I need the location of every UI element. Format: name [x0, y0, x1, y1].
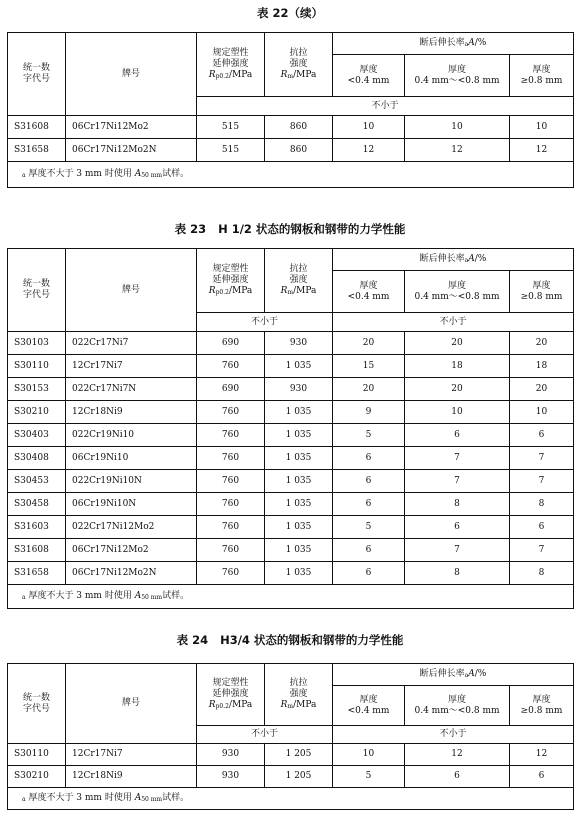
cell-code: S30210 [8, 766, 66, 788]
cell-yield: 515 [197, 116, 265, 139]
min-label: 不小于 [197, 97, 574, 116]
table-row [8, 562, 574, 585]
table-row [8, 401, 574, 424]
cell-grade: 06Cr17Ni12Mo2 [66, 116, 197, 139]
cell-elong-thin: 20 [333, 332, 405, 355]
table-24-footnote: $^a$ 厚度不大于 3 mm 时使用 A50 mm试样。 [8, 788, 574, 810]
cell-tensile: 930 [265, 378, 333, 401]
col-header-thick-2: 厚度 0.4 mm～<0.8 mm [405, 55, 510, 97]
cell-tensile: 1 035 [265, 355, 333, 378]
cell-code: S31658 [8, 562, 66, 585]
col-header-tensile: 抗拉 强度 Rm/MPa [265, 249, 333, 313]
col-header-thick-1: 厚度 <0.4 mm [333, 686, 405, 726]
col-header-thick-3: 厚度 ≥0.8 mm [510, 55, 574, 97]
col-header-tensile: 抗拉 强度 Rm/MPa [265, 664, 333, 726]
col-header-thick-1: 厚度 <0.4 mm [333, 271, 405, 313]
cell-tensile: 1 035 [265, 447, 333, 470]
cell-code: S30110 [8, 744, 66, 766]
cell-tensile: 860 [265, 139, 333, 162]
table-row [8, 116, 574, 139]
cell-elong-thin: 6 [333, 447, 405, 470]
cell-elong-thin: 5 [333, 424, 405, 447]
cell-elong-thick: 20 [510, 378, 574, 401]
cell-elong-thick: 10 [510, 401, 574, 424]
cell-elong-thick: 18 [510, 355, 574, 378]
cell-grade: 06Cr19Ni10N [66, 493, 197, 516]
table-row [8, 424, 574, 447]
cell-elong-mid: 12 [405, 139, 510, 162]
table-22 [7, 32, 574, 188]
cell-yield: 760 [197, 355, 265, 378]
cell-code: S30103 [8, 332, 66, 355]
col-header-elongation: 断后伸长率$^a$A/% [333, 249, 574, 271]
table-row [8, 447, 574, 470]
cell-tensile: 1 035 [265, 470, 333, 493]
cell-yield: 760 [197, 447, 265, 470]
table-row [8, 332, 574, 355]
table-row [8, 139, 574, 162]
table-24-body [8, 744, 574, 788]
table-22-footnote: $^a$ 厚度不大于 3 mm 时使用 A50 mm试样。 [8, 162, 574, 188]
col-header-tensile: 抗拉 强度 Rm/MPa [265, 33, 333, 97]
col-header-thick-3: 厚度 ≥0.8 mm [510, 686, 574, 726]
cell-elong-mid: 8 [405, 562, 510, 585]
min-label-elongation: 不小于 [333, 726, 574, 744]
table-24-caption: 表 24 H3/4 状态的钢板和钢带的力学性能 [176, 633, 404, 647]
cell-elong-thin: 9 [333, 401, 405, 424]
cell-tensile: 1 205 [265, 744, 333, 766]
cell-elong-thin: 12 [333, 139, 405, 162]
table-row [8, 493, 574, 516]
cell-elong-mid: 20 [405, 378, 510, 401]
table-23-body [8, 332, 574, 585]
col-header-grade: 牌号 [66, 664, 197, 744]
table-23 [7, 248, 574, 609]
cell-tensile: 1 205 [265, 766, 333, 788]
cell-code: S30453 [8, 470, 66, 493]
cell-elong-thin: 10 [333, 116, 405, 139]
cell-elong-thick: 12 [510, 139, 574, 162]
cell-elong-thick: 7 [510, 447, 574, 470]
cell-elong-mid: 6 [405, 516, 510, 539]
cell-yield: 515 [197, 139, 265, 162]
cell-yield: 760 [197, 516, 265, 539]
col-header-thick-2: 厚度 0.4 mm～<0.8 mm [405, 686, 510, 726]
cell-code: S30403 [8, 424, 66, 447]
col-header-thick-3: 厚度 ≥0.8 mm [510, 271, 574, 313]
cell-elong-mid: 7 [405, 447, 510, 470]
col-header-code: 统一数 字代号 [8, 249, 66, 332]
cell-grade: 022Cr17Ni7N [66, 378, 197, 401]
cell-elong-thick: 6 [510, 516, 574, 539]
cell-elong-thick: 8 [510, 562, 574, 585]
table-row [8, 355, 574, 378]
cell-grade: 022Cr17Ni7 [66, 332, 197, 355]
cell-grade: 06Cr17Ni12Mo2N [66, 562, 197, 585]
cell-tensile: 1 035 [265, 424, 333, 447]
cell-elong-mid: 6 [405, 424, 510, 447]
cell-code: S30408 [8, 447, 66, 470]
cell-grade: 12Cr17Ni7 [66, 744, 197, 766]
cell-elong-thin: 20 [333, 378, 405, 401]
cell-elong-thick: 6 [510, 424, 574, 447]
cell-yield: 760 [197, 539, 265, 562]
cell-yield: 930 [197, 744, 265, 766]
min-label-strength: 不小于 [197, 726, 333, 744]
cell-elong-thin: 5 [333, 766, 405, 788]
col-header-elongation: 断后伸长率$^a$A/% [333, 664, 574, 686]
cell-grade: 022Cr19Ni10 [66, 424, 197, 447]
cell-elong-thick: 12 [510, 744, 574, 766]
col-header-code: 统一数 字代号 [8, 664, 66, 744]
cell-elong-mid: 12 [405, 744, 510, 766]
cell-code: S30110 [8, 355, 66, 378]
cell-yield: 690 [197, 378, 265, 401]
col-header-elongation: 断后伸长率$^a$A/% [333, 33, 574, 55]
cell-yield: 930 [197, 766, 265, 788]
cell-elong-mid: 20 [405, 332, 510, 355]
cell-grade: 06Cr17Ni12Mo2N [66, 139, 197, 162]
cell-yield: 760 [197, 493, 265, 516]
cell-grade: 022Cr19Ni10N [66, 470, 197, 493]
cell-yield: 760 [197, 562, 265, 585]
cell-code: S31608 [8, 116, 66, 139]
col-header-thick-2: 厚度 0.4 mm～<0.8 mm [405, 271, 510, 313]
cell-tensile: 1 035 [265, 539, 333, 562]
cell-grade: 12Cr18Ni9 [66, 401, 197, 424]
cell-elong-thin: 15 [333, 355, 405, 378]
cell-elong-mid: 10 [405, 116, 510, 139]
cell-elong-thick: 7 [510, 470, 574, 493]
cell-grade: 022Cr17Ni12Mo2 [66, 516, 197, 539]
col-header-grade: 牌号 [66, 249, 197, 332]
cell-elong-thick: 6 [510, 766, 574, 788]
cell-tensile: 1 035 [265, 516, 333, 539]
min-label-elongation: 不小于 [333, 313, 574, 332]
cell-code: S31658 [8, 139, 66, 162]
cell-tensile: 1 035 [265, 401, 333, 424]
cell-code: S30458 [8, 493, 66, 516]
table-23-footnote: $^a$ 厚度不大于 3 mm 时使用 A50 mm试样。 [8, 585, 574, 609]
cell-elong-mid: 18 [405, 355, 510, 378]
cell-code: S30210 [8, 401, 66, 424]
cell-elong-thick: 20 [510, 332, 574, 355]
cell-yield: 760 [197, 424, 265, 447]
table-row [8, 378, 574, 401]
cell-code: S31603 [8, 516, 66, 539]
cell-elong-thin: 6 [333, 539, 405, 562]
cell-elong-mid: 6 [405, 766, 510, 788]
cell-elong-thin: 5 [333, 516, 405, 539]
cell-tensile: 1 035 [265, 562, 333, 585]
cell-code: S31608 [8, 539, 66, 562]
table-24 [7, 663, 574, 810]
col-header-yield: 规定塑性 延伸强度 Rp0.2/MPa [197, 33, 265, 97]
cell-tensile: 930 [265, 332, 333, 355]
cell-elong-thin: 6 [333, 562, 405, 585]
table-row [8, 744, 574, 766]
table-row [8, 470, 574, 493]
col-header-yield: 规定塑性 延伸强度 Rp0.2/MPa [197, 249, 265, 313]
col-header-yield: 规定塑性 延伸强度 Rp0.2/MPa [197, 664, 265, 726]
table-row [8, 516, 574, 539]
table-23-caption: 表 23 H 1/2 状态的钢板和钢带的力学性能 [174, 222, 406, 236]
col-header-grade: 牌号 [66, 33, 197, 116]
col-header-code: 统一数 字代号 [8, 33, 66, 116]
table-row [8, 766, 574, 788]
cell-code: S30153 [8, 378, 66, 401]
cell-elong-thin: 6 [333, 470, 405, 493]
cell-grade: 06Cr17Ni12Mo2 [66, 539, 197, 562]
cell-yield: 690 [197, 332, 265, 355]
table-22-caption: 表 22（续） [256, 6, 323, 20]
cell-tensile: 860 [265, 116, 333, 139]
cell-grade: 12Cr18Ni9 [66, 766, 197, 788]
min-label-strength: 不小于 [197, 313, 333, 332]
col-header-thick-1: 厚度 <0.4 mm [333, 55, 405, 97]
cell-elong-thin: 10 [333, 744, 405, 766]
cell-grade: 12Cr17Ni7 [66, 355, 197, 378]
cell-elong-thick: 8 [510, 493, 574, 516]
cell-yield: 760 [197, 401, 265, 424]
cell-elong-thick: 10 [510, 116, 574, 139]
cell-elong-mid: 10 [405, 401, 510, 424]
cell-elong-thin: 6 [333, 493, 405, 516]
cell-elong-mid: 7 [405, 470, 510, 493]
cell-elong-mid: 8 [405, 493, 510, 516]
cell-elong-thick: 7 [510, 539, 574, 562]
cell-grade: 06Cr19Ni10 [66, 447, 197, 470]
cell-tensile: 1 035 [265, 493, 333, 516]
cell-yield: 760 [197, 470, 265, 493]
table-row [8, 539, 574, 562]
table-22-body [8, 116, 574, 162]
cell-elong-mid: 7 [405, 539, 510, 562]
